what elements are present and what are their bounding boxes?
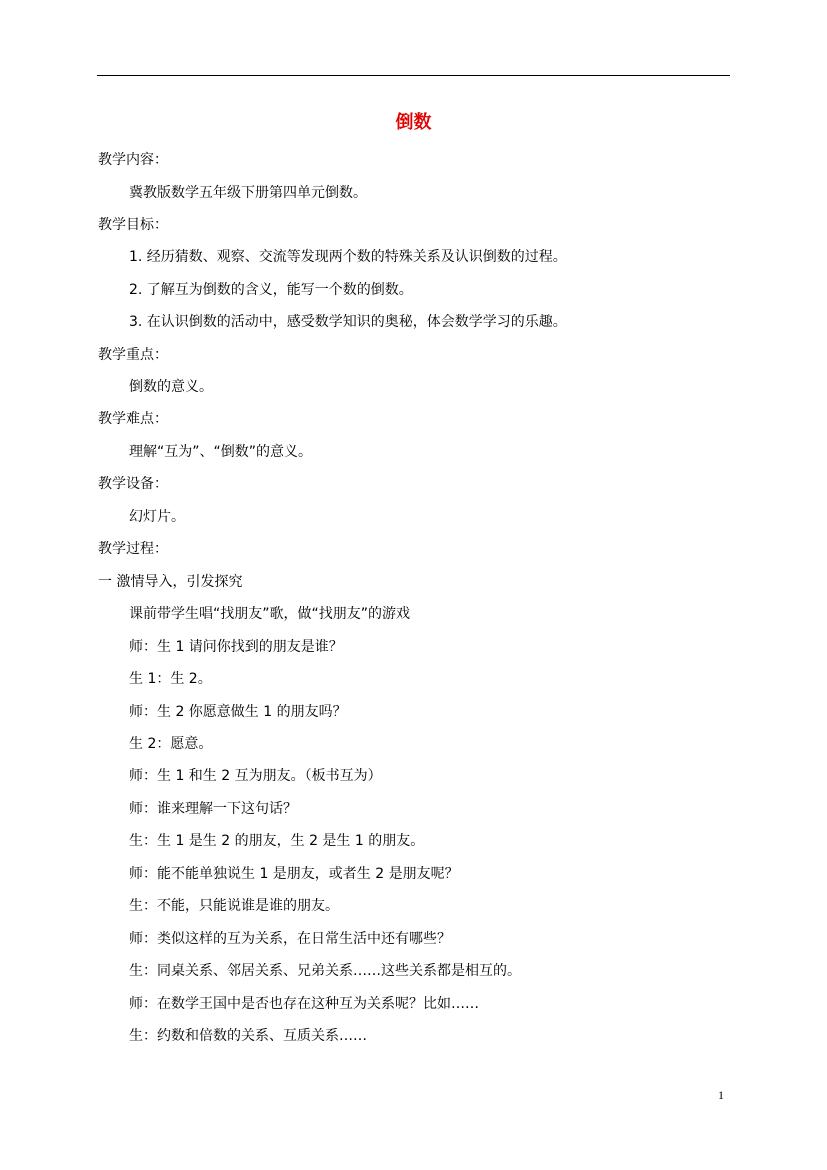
section-heading-equipment: 教学设备： — [98, 476, 168, 492]
dialogue-line: 生 1：生 2。 — [129, 671, 212, 687]
section-heading-process: 教学过程： — [98, 541, 168, 557]
goal-item-2: 2. 了解互为倒数的含义，能写一个数的倒数。 — [129, 282, 413, 298]
dialogue-line: 师：谁来理解一下这句话？ — [129, 801, 297, 817]
dialogue-line: 师：生 1 和生 2 互为朋友。（板书互为） — [129, 768, 382, 784]
content-text: 冀教版数学五年级下册第四单元倒数。 — [129, 185, 367, 201]
section-heading-content: 教学内容： — [98, 152, 168, 168]
goal-item-1: 1. 经历猜数、观察、交流等发现两个数的特殊关系及认识倒数的过程。 — [129, 249, 567, 265]
dialogue-line: 生：不能，只能说谁是谁的朋友。 — [129, 898, 339, 914]
equipment-text: 幻灯片。 — [129, 509, 185, 525]
page-number: 1 — [718, 1088, 724, 1102]
dialogue-line: 师：生 2 你愿意做生 1 的朋友吗？ — [129, 704, 347, 720]
dialogue-line: 生 2：愿意。 — [129, 736, 213, 752]
section-heading-key-points: 教学重点： — [98, 347, 168, 363]
difficulties-text: 理解“互为”、“倒数”的意义。 — [129, 444, 313, 460]
goal-item-3: 3. 在认识倒数的活动中，感受数学知识的奥秘，体会数学学习的乐趣。 — [129, 314, 567, 330]
dialogue-line: 师：类似这样的互为关系，在日常生活中还有哪些？ — [129, 931, 451, 947]
header-rule — [97, 75, 730, 76]
process-step-heading: 一 激情导入，引发探究 — [98, 574, 243, 590]
section-heading-goals: 教学目标： — [98, 217, 168, 233]
dialogue-line: 师：在数学王国中是否也存在这种互为关系呢？比如…… — [129, 996, 479, 1012]
section-heading-difficulties: 教学难点： — [98, 411, 168, 427]
dialogue-line: 师：能不能单独说生 1 是朋友，或者生 2 是朋友呢？ — [129, 866, 459, 882]
dialogue-line: 生：约数和倍数的关系、互质关系…… — [129, 1028, 367, 1044]
document-title: 倒数 — [395, 112, 432, 133]
dialogue-line: 课前带学生唱“找朋友”歌，做“找朋友”的游戏 — [129, 606, 411, 622]
dialogue-line: 生：生 1 是生 2 的朋友，生 2 是生 1 的朋友。 — [129, 833, 425, 849]
dialogue-line: 生：同桌关系、邻居关系、兄弟关系……这些关系都是相互的。 — [129, 963, 521, 979]
dialogue-line: 师：生 1 请问你找到的朋友是谁？ — [129, 639, 343, 655]
key-points-text: 倒数的意义。 — [129, 379, 213, 395]
